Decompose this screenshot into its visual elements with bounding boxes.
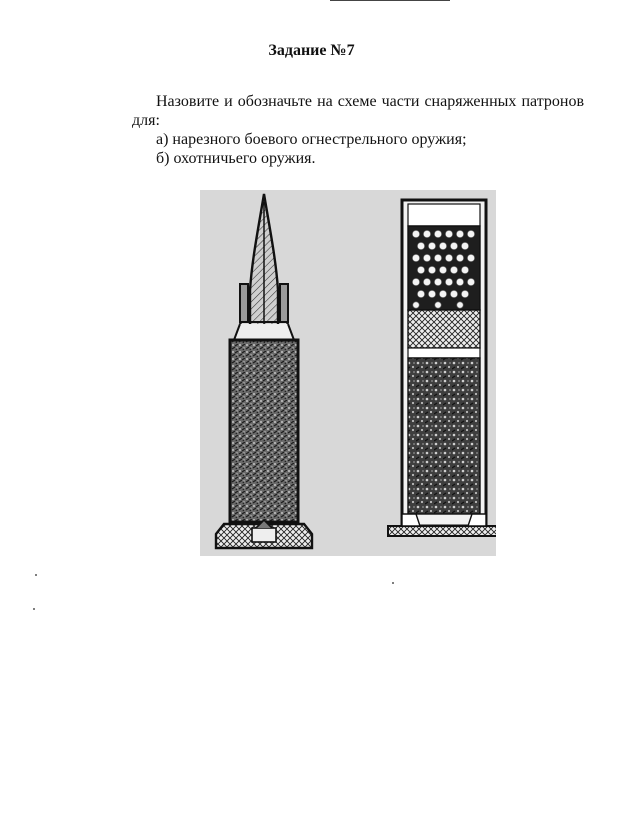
shotgun-shell — [388, 200, 496, 536]
task-intro: Назовите и обозначьте на схеме части снаряженных патронов для: — [132, 93, 584, 129]
task-item-a: а) нарезного боевого огнестрельного оружия; — [156, 131, 467, 148]
task-text — [132, 92, 584, 168]
scan-speck — [392, 582, 394, 584]
task-item-b: б) охотничьего оружия. — [156, 150, 316, 167]
top-rule — [330, 0, 450, 1]
scan-speck — [33, 608, 35, 610]
scan-speck — [35, 574, 37, 576]
task-title: Задание №7 — [268, 42, 355, 59]
rifle-cartridge — [216, 194, 312, 548]
cartridges-diagram — [200, 190, 496, 556]
